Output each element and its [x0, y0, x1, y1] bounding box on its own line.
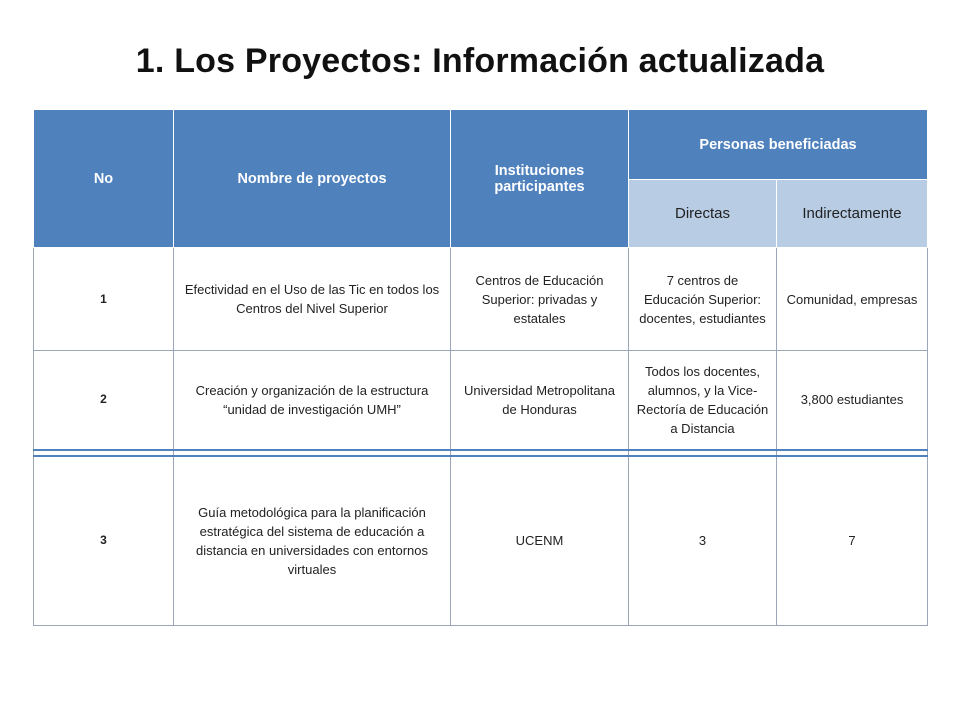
header-directas: Directas [629, 180, 777, 248]
cell-nombre: Efectividad en el Uso de las Tic en todos los Centros del Nivel Superior [174, 248, 451, 351]
cell-indirectas: Comunidad, empresas [777, 248, 928, 351]
table-row [34, 351, 928, 450]
cell-no: 3 [34, 456, 174, 626]
cell-no: 1 [34, 248, 174, 351]
header-indirectas: Indirectamente [777, 180, 928, 248]
cell-directas: 3 [629, 456, 777, 626]
cell-nombre: Guía metodológica para la planificación estratégica del sistema de educación a distancia en universidades con entornos virtuales [174, 456, 451, 626]
cell-instituciones: Centros de Educación Superior: privadas y estatales [451, 248, 629, 351]
header-no: No [34, 110, 174, 248]
page-title: 1. Los Proyectos: Información actualizada [135, 42, 825, 80]
cell-no: 2 [34, 351, 174, 450]
cell-directas: Todos los docentes, alumnos, y la Vice-Rectoría de Educación a Distancia [629, 351, 777, 450]
cell-indirectas: 3,800 estudiantes [777, 351, 928, 450]
header-personas-beneficiadas: Personas beneficiadas [629, 110, 928, 180]
cell-instituciones: UCENM [451, 456, 629, 626]
cell-directas: 7 centros de Educación Superior: docentes, estudiantes [629, 248, 777, 351]
cell-instituciones: Universidad Metropolitana de Honduras [451, 351, 629, 450]
projects-table-container [33, 109, 927, 626]
header-instituciones: Instituciones participantes [451, 110, 629, 248]
table-row [34, 456, 928, 626]
table-row [34, 248, 928, 351]
projects-table [33, 109, 928, 626]
cell-indirectas: 7 [777, 456, 928, 626]
header-nombre-proyectos: Nombre de proyectos [174, 110, 451, 248]
cell-nombre: Creación y organización de la estructura “unidad de investigación UMH” [174, 351, 451, 450]
